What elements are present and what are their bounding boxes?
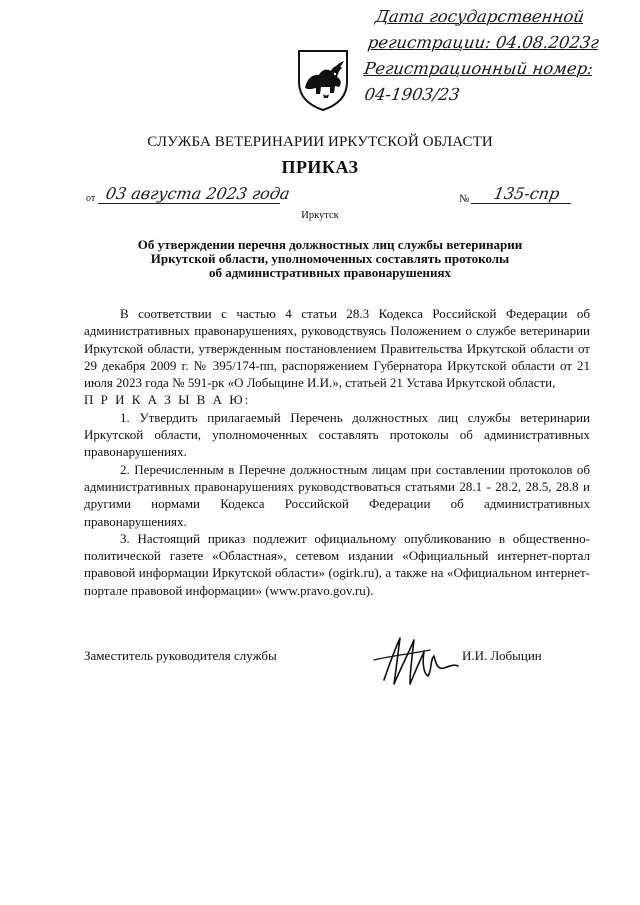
- signatory-name: И.И. Лобыцин: [462, 648, 542, 663]
- city-label: Иркутск: [301, 210, 339, 221]
- date-underline: [98, 203, 280, 204]
- agency-name: СЛУЖБА ВЕТЕРИНАРИИ ИРКУТСКОЙ ОБЛАСТИ: [147, 134, 493, 150]
- signatory-position: Заместитель руководителя службы: [84, 648, 277, 663]
- number-prefix-label: №: [459, 193, 470, 205]
- subject-line: об административных правонарушениях: [208, 265, 452, 280]
- order-item-2: 2. Перечисленным в Перечне должностным лицам при составлении протоколов об административных правонарушениях руководствоваться статьями 28.1 - 28.2, 28.5, 28.8 и другими нормами Кодекса Российской Федерации об административных правонарушениях.: [84, 461, 590, 529]
- document-body: [84, 305, 590, 599]
- order-item-3: 3. Настоящий приказ подлежит официальному опубликованию в общественно-политической газете «Областная», сетевом издании «Официальный интернет-портал правовой информации Иркутской области» (ogirk.ru), а также на «Официальном интернет-портале правовой информации» (www.pravo.gov.ru).: [84, 530, 590, 598]
- document-subject: [110, 238, 550, 280]
- document-type-title: ПРИКАЗ: [281, 157, 359, 177]
- subject-line: Иркутской области, уполномоченных составлять протоколы: [150, 251, 510, 266]
- registration-date-value: регистрации: 04.08.2023г: [366, 33, 601, 52]
- order-item-1: 1. Утвердить прилагаемый Перечень должностных лиц службы ветеринарии Иркутской области, уполномоченных составлять протоколы об административных правонарушениях.: [84, 409, 590, 460]
- preamble-paragraph: В соответствии с частью 4 статьи 28.3 Кодекса Российской Федерации об административных правонарушениях, руководствуясь Положением о службе ветеринарии Иркутской области, утвержденным постановлением Правительства Иркутской области от 29 декабря 2009 г. № 395/174-пп, распоряжением Губернатора Иркутской области от 21 июля 2023 года № 591-рк «О Лобыцине И.И.», статьей 21 Устава Иркутской области,: [84, 306, 590, 391]
- registration-number-label: Регистрационный номер:: [362, 59, 595, 78]
- number-underline: [471, 203, 571, 204]
- document-number-handwritten: 135-спр: [492, 184, 562, 203]
- date-prefix-label: от: [86, 193, 96, 204]
- handwritten-signature-icon: [370, 630, 462, 690]
- subject-line: Об утверждении перечня должностных лиц службы ветеринарии: [137, 237, 523, 252]
- document-date-handwritten: 03 августа 2023 года: [104, 184, 292, 203]
- order-keyword: П Р И К А З Ы В А Ю:: [84, 392, 251, 408]
- registration-number-value: 04-1903/23: [363, 85, 462, 104]
- registration-date-label: Дата государственной: [374, 7, 586, 26]
- registration-handwritten-note: [359, 4, 634, 108]
- irkutsk-coat-of-arms-icon: [297, 48, 349, 112]
